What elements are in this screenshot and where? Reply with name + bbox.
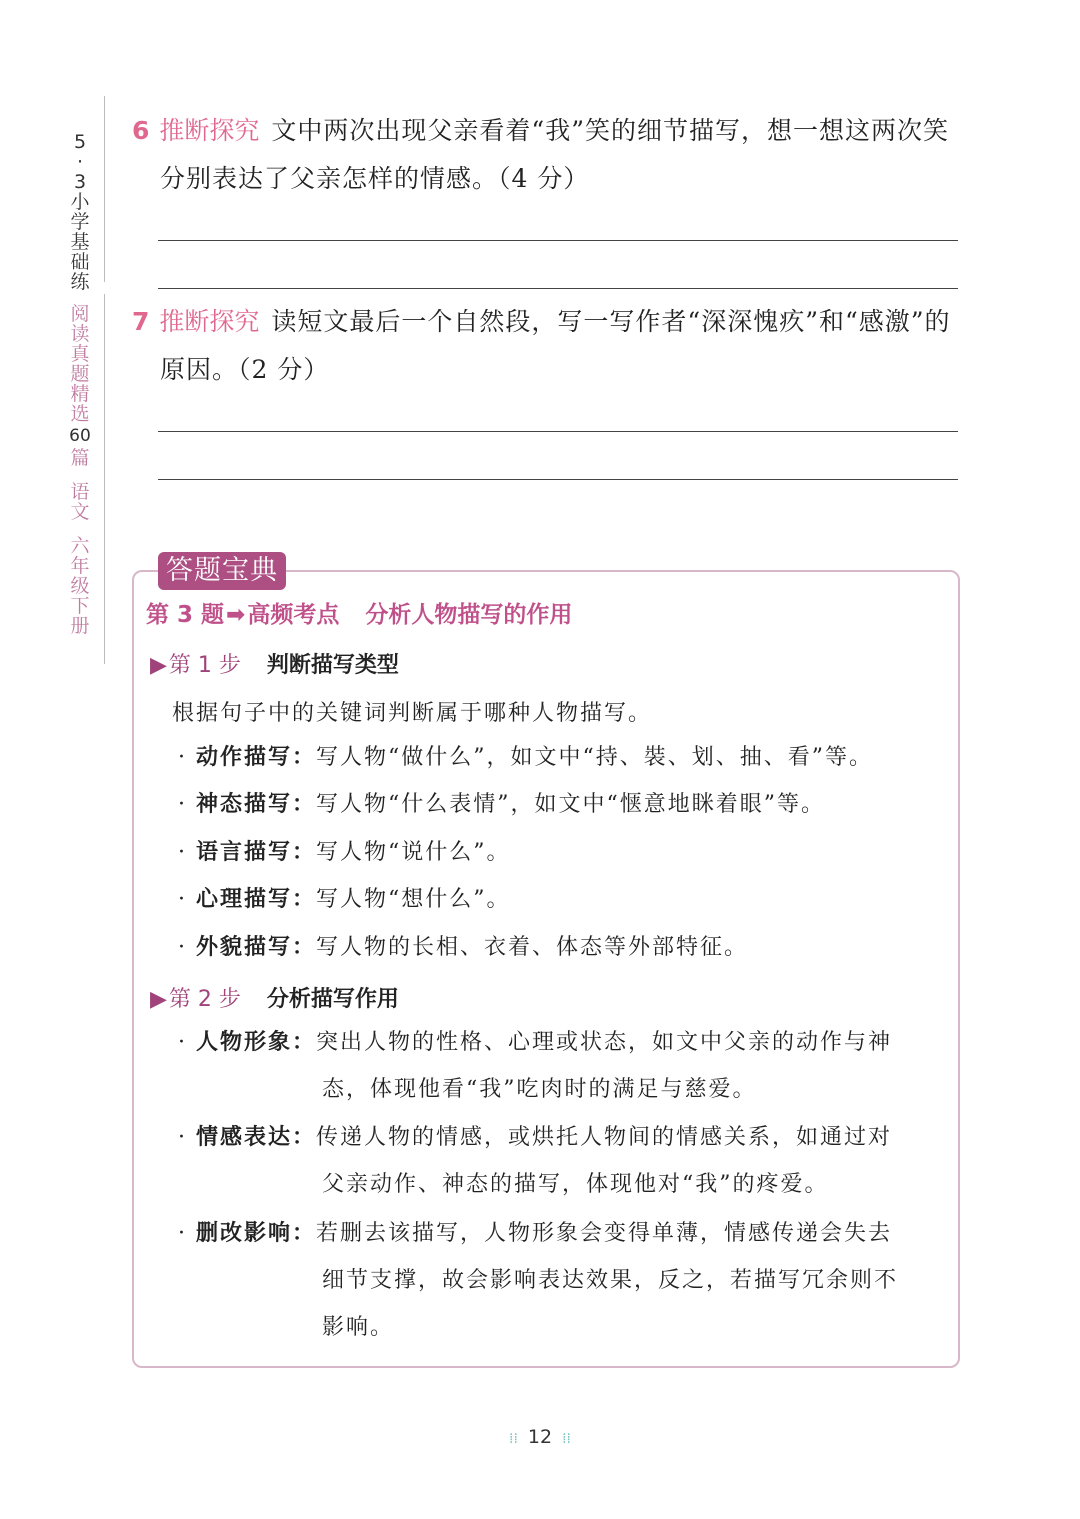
side-char: 3 (73, 171, 87, 193)
side-char: 阅 (70, 303, 90, 325)
step2-item (178, 1019, 948, 1113)
side-char: 小 (70, 191, 90, 213)
item-label: 心理描写： (196, 887, 317, 912)
page-deco-left-icon: ⁞⁞ (509, 1431, 518, 1447)
item-label: 神态描写： (196, 792, 317, 817)
bullet-dot-icon: · (178, 792, 185, 817)
triangle-icon: ▶ (150, 653, 167, 678)
side-divider-bottom (104, 294, 105, 664)
side-char: 选 (70, 403, 90, 425)
side-char: 篇 (70, 447, 90, 469)
question-tag: 推断探究 (159, 116, 260, 145)
heading-question: 第 3 题 (146, 602, 225, 628)
answer-line[interactable] (158, 288, 958, 289)
item-text: 写人物“想什么”。 (316, 887, 511, 912)
bullet-dot-icon: · (178, 1221, 185, 1246)
page-deco-right-icon: ⁞⁞ (562, 1431, 571, 1447)
item-text: 写人物“什么表情”，如文中“惬意地眯着眼”等。 (316, 792, 826, 817)
item-text: 写人物“说什么”。 (316, 840, 511, 865)
item-text: 写人物“做什么”，如文中“持、裝、划、抽、看”等。 (316, 745, 874, 770)
side-number: 60 (69, 426, 91, 446)
answer-line[interactable] (158, 479, 958, 480)
item-text: 写人物的长相、衣着、体态等外部特征。 (316, 935, 749, 960)
page-number-value: 12 (527, 1426, 553, 1448)
side-char: 语 (70, 481, 90, 503)
question-tag: 推断探究 (159, 307, 260, 336)
side-char: 真 (70, 343, 90, 365)
step-number: 第 2 步 (168, 987, 241, 1012)
side-char: 册 (70, 615, 90, 637)
item-label: 动作描写： (196, 745, 317, 770)
question-text-line1: 文中两次出现父亲看着“我”笑的细节描写，想一想这两次笑 (271, 116, 949, 145)
step-title: 分析描写作用 (266, 987, 399, 1012)
step-title: 判断描写类型 (266, 653, 399, 678)
question-number: 6 (132, 116, 150, 145)
side-char: 5 (73, 131, 87, 153)
bullet-dot-icon: · (178, 935, 185, 960)
side-divider-top (104, 96, 105, 282)
side-char: 题 (70, 363, 90, 385)
side-char: 精 (70, 383, 90, 405)
side-char: 学 (70, 211, 90, 233)
bullet-dot-icon: · (178, 745, 185, 770)
step1-item (178, 876, 948, 923)
item-label: 语言描写： (196, 840, 317, 865)
answer-line[interactable] (158, 431, 958, 432)
step-2 (150, 982, 399, 1013)
item-label: 外貌描写： (196, 935, 317, 960)
question-7 (132, 298, 962, 394)
bullet-dot-icon: · (178, 1030, 185, 1055)
bullet-dot-icon: · (178, 887, 185, 912)
page-number (0, 1426, 1080, 1448)
heading-kind: 高频考点 (247, 602, 340, 628)
heading-topic: 分析人物描写的作用 (365, 602, 573, 628)
arrow-right-icon: ➡ (226, 602, 246, 628)
bullet-dot-icon: · (178, 1125, 185, 1150)
side-char: 练 (70, 271, 90, 293)
item-text: 若删去该描写，人物形象会变得单薄，情感传递会失去 (316, 1221, 893, 1246)
item-text-continued: 影响。 (322, 1315, 395, 1340)
step1-item (178, 829, 948, 876)
item-label: 人物形象： (196, 1030, 317, 1055)
side-book-title (66, 304, 94, 636)
side-char: 基 (70, 231, 90, 253)
item-label: 情感表达： (196, 1125, 317, 1150)
question-text-line2: 分别表达了父亲怎样的情感。（4 分） (160, 164, 590, 193)
side-series-title (66, 132, 94, 292)
step1-item (178, 734, 948, 781)
step-1 (150, 648, 399, 679)
side-char: 础 (70, 251, 90, 273)
question-number: 7 (132, 307, 150, 336)
side-char: · (76, 151, 84, 173)
item-label: 删改影响： (196, 1221, 317, 1246)
step2-item (178, 1210, 948, 1351)
side-char: 年 (70, 555, 90, 577)
bullet-dot-icon: · (178, 840, 185, 865)
side-char: 六 (70, 535, 90, 557)
answer-line[interactable] (158, 240, 958, 241)
item-text-continued: 父亲动作、神态的描写，体现他对“我”的疼爱。 (322, 1172, 829, 1197)
triangle-icon: ▶ (150, 987, 167, 1012)
side-char: 级 (70, 575, 90, 597)
step2-item (178, 1114, 948, 1208)
question-text-line1: 读短文最后一个自然段，写一写作者“深深愧疚”和“感激”的 (271, 307, 951, 336)
side-char: 读 (70, 323, 90, 345)
step1-intro: 根据句子中的关键词判断属于哪种人物描写。 (172, 701, 653, 726)
side-char: 文 (70, 501, 90, 523)
tips-heading (146, 596, 572, 629)
question-text-line2: 原因。（2 分） (160, 355, 330, 384)
step1-item (178, 781, 948, 828)
item-text-continued: 态，体现他看“我”吃肉时的满足与慈爱。 (322, 1077, 757, 1102)
answer-tips-title: 答题宝典 (158, 552, 286, 590)
question-6 (132, 107, 962, 203)
step-number: 第 1 步 (168, 653, 241, 678)
item-text: 传递人物的情感，或烘托人物间的情感关系，如通过对 (316, 1125, 893, 1150)
step1-item (178, 924, 948, 971)
item-text-continued: 细节支撑，故会影响表达效果，反之，若描写冗余则不 (322, 1268, 899, 1293)
side-char: 下 (70, 595, 90, 617)
item-text: 突出人物的性格、心理或状态，如文中父亲的动作与神 (316, 1030, 893, 1055)
